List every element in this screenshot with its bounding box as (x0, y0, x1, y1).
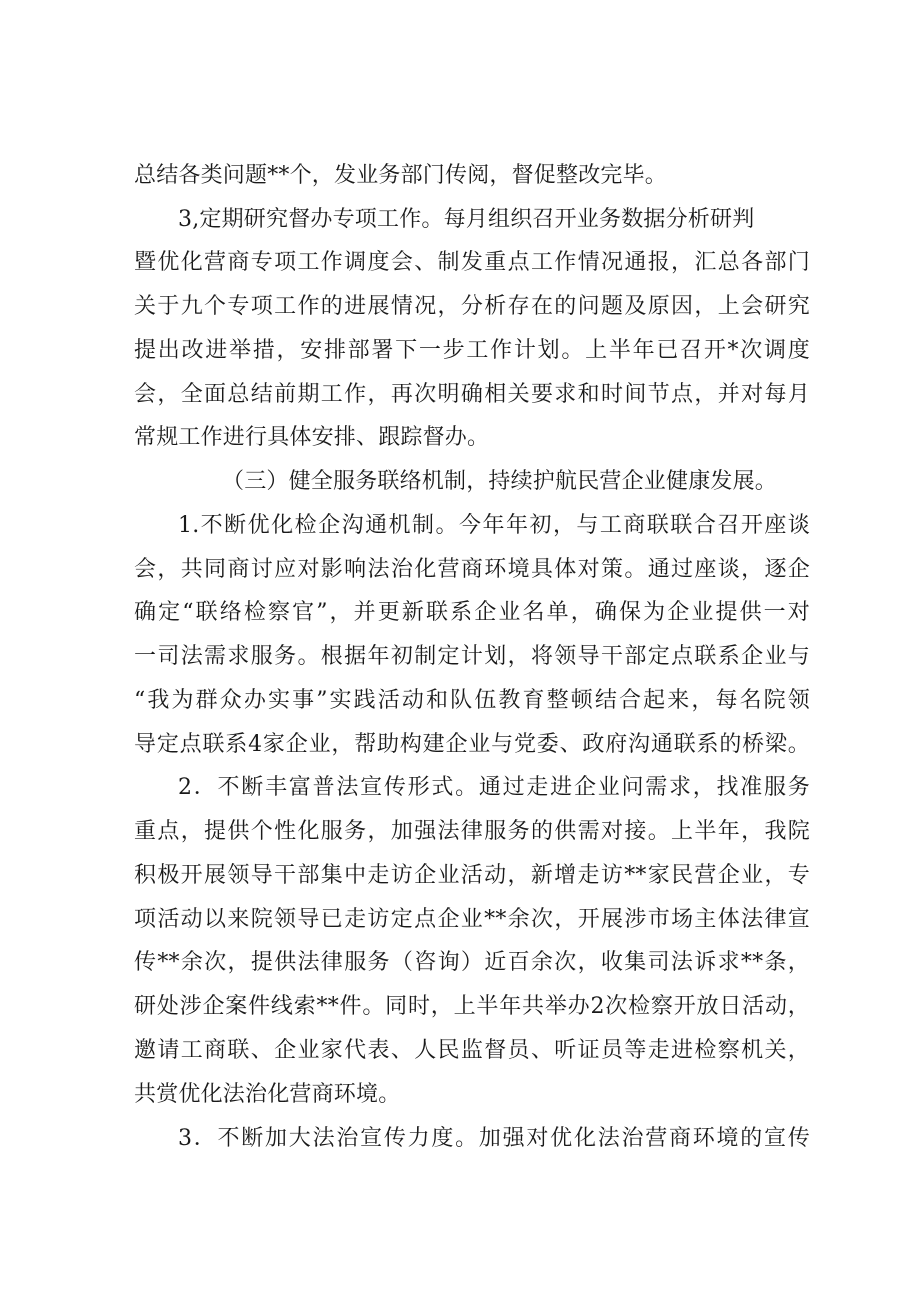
text-line-10: 会，共同商讨应对影响法治化营商环境具体对策。通过座谈，逐企 (134, 557, 810, 582)
text-line-23: 3．不断加大法治宣传力度。加强对优化法治营商环境的宣传 (178, 1126, 810, 1151)
text-line-12: 一司法需求服务。根据年初制定计划，将领导干部定点联系企业与 (134, 644, 810, 669)
text-line-7: 常规工作进行具体安排、跟踪督办。 (134, 425, 490, 450)
text-line-14: 导定点联系4家企业，帮助构建企业与党委、政府沟通联系的桥梁。 (134, 732, 810, 757)
text-line-1: 总结各类问题**个，发业务部门传阅，督促整改完毕。 (134, 163, 668, 188)
text-line-11: 确定“联络检察官”，并更新联系企业名单，确保为企业提供一对 (134, 600, 810, 625)
section-heading: （三）健全服务联络机制，持续护航民营企业健康发展。 (222, 469, 778, 494)
text-line-6: 会，全面总结前期工作，再次明确相关要求和时间节点，并对每月 (134, 382, 810, 407)
text-line-3: 暨优化营商专项工作调度会、制发重点工作情况通报，汇总各部门 (134, 250, 810, 275)
text-line-17: 积极开展领导干部集中走访企业活动，新增走访**家民营企业，专 (134, 863, 810, 888)
text-line-22: 共赏优化法治化营商环境。 (134, 1082, 401, 1107)
text-line-20: 研处涉企案件线索**件。同时，上半年共举办2次检察开放日活动， (134, 994, 810, 1019)
text-line-16: 重点，提供个性化服务，加强法律服务的供需对接。上半年，我院 (134, 819, 810, 844)
text-line-5: 提出改进举措，安排部署下一步工作计划。上半年已召开*次调度 (134, 338, 810, 363)
text-line-13: “我为群众办实事”实践活动和队伍教育整顿结合起来，每名院领 (134, 688, 810, 713)
text-line-18: 项活动以来院领导已走访定点企业**余次，开展涉市场主体法律宣 (134, 907, 810, 932)
text-line-15: 2．不断丰富普法宣传形式。通过走进企业问需求，找准服务 (178, 775, 810, 800)
text-line-19: 传**余次，提供法律服务（咨询）近百余次，收集司法诉求**条， (134, 950, 810, 975)
text-line-9: 1.不断优化检企沟通机制。今年年初，与工商联联合召开座谈 (178, 513, 810, 538)
text-line-21: 邀请工商联、企业家代表、人民监督员、听证员等走进检察机关， (134, 1038, 810, 1063)
text-line-4: 关于九个专项工作的进展情况，分析存在的问题及原因，上会研究 (134, 294, 810, 319)
text-line-2: 3,定期研究督办专项工作。每月组织召开业务数据分析研判 (178, 207, 755, 232)
